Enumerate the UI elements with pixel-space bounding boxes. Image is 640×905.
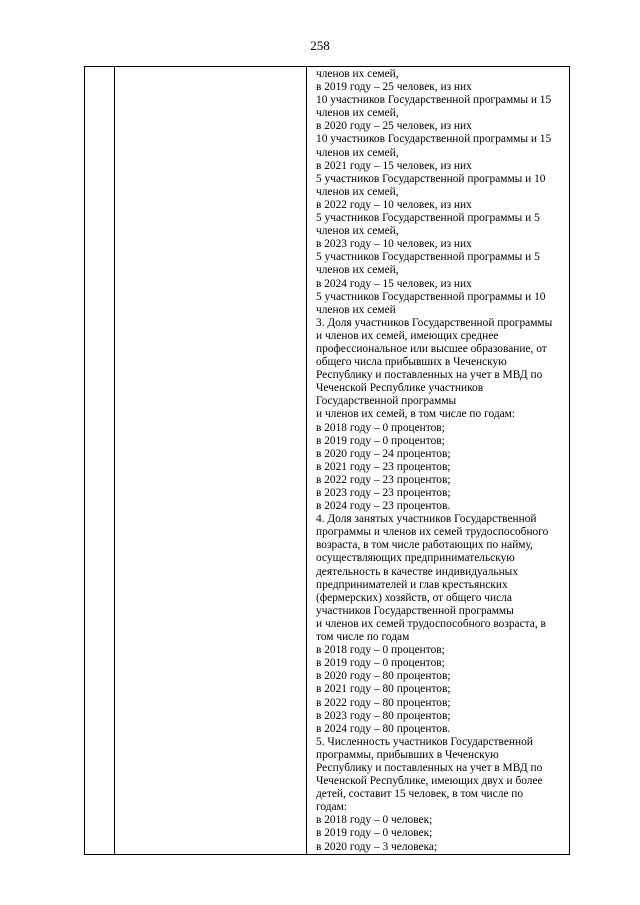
text-line: 5 участников Государственной программы и 5 [316, 212, 540, 225]
text-line: общего числа прибывших в Чеченскую [316, 356, 507, 369]
page-number: 258 [310, 38, 330, 53]
table-row [85, 67, 570, 855]
table-cell-name [115, 67, 307, 855]
text-line: членов их семей, [316, 225, 399, 238]
text-line: осуществляющих предпринимательскую [316, 552, 515, 565]
text-line: 5 участников Государственной программы и 10 [316, 172, 546, 185]
text-line: Государственной программы [316, 395, 457, 408]
text-line: в 2020 году – 25 человек, из них [316, 120, 472, 133]
text-line: в 2018 году – 0 процентов; [316, 421, 445, 434]
text-line: и членов их семей, в том числе по годам: [316, 408, 516, 421]
text-line: Чеченской Республике, имеющих двух и более [316, 775, 543, 788]
text-line: в 2022 году – 10 человек, из них [316, 198, 472, 211]
text-line: детей, составит 15 человек, в том числе по [316, 788, 524, 801]
text-line: членов их семей, [316, 107, 399, 120]
text-line: в 2021 году – 23 процентов; [316, 460, 451, 473]
text-line: в 2018 году – 0 процентов; [316, 644, 445, 657]
text-line: в 2020 году – 24 процентов; [316, 447, 451, 460]
text-line: в 2020 году – 80 процентов; [316, 670, 451, 683]
text-line: 10 участников Государственной программы и 15 [316, 133, 552, 146]
text-line: программы и членов их семей трудоспособного [316, 526, 549, 539]
text-line: 5 участников Государственной программы и 5 [316, 251, 540, 264]
text-line: в 2024 году – 80 процентов. [316, 722, 451, 735]
text-line: и членов их семей трудоспособного возраста, в [316, 617, 546, 630]
text-line: 5 участников Государственной программы и 10 [316, 290, 546, 303]
text-line: членов их семей, [316, 68, 399, 80]
table-cell-content [307, 67, 570, 855]
text-line: в 2019 году – 0 процентов; [316, 434, 445, 447]
text-line: возраста, в том числе работающих по найму, [316, 539, 533, 552]
text-line: членов их семей, [316, 264, 399, 277]
text-line: в 2020 году – 3 человека; [316, 840, 438, 853]
text-line: в 2023 году – 23 процентов; [316, 487, 451, 499]
text-line: Чеченской Республике участников [316, 382, 484, 395]
document-table [84, 66, 570, 855]
text-line: членов их семей [316, 303, 396, 316]
text-line: 10 участников Государственной программы и 15 [316, 94, 552, 107]
text-line: в 2023 году – 80 процентов; [316, 709, 451, 722]
text-line: 3. Доля участников Государственной программы [316, 316, 553, 329]
text-line: деятельность в качестве индивидуальных [316, 565, 519, 578]
text-line: в 2019 году – 25 человек, из них [316, 81, 472, 94]
text-line: в 2022 году – 23 процентов; [316, 473, 451, 486]
text-line: предпринимателей и глав крестьянских [316, 578, 508, 591]
text-line: участников Государственной программы [316, 604, 514, 617]
text-line: в 2023 году – 10 человек, из них [316, 238, 472, 251]
text-line: в 2021 году – 15 человек, из них [316, 159, 472, 172]
text-line: (фермерских) хозяйств, от общего числа [316, 591, 512, 604]
text-line: 5. Численность участников Государственной [316, 735, 533, 748]
text-line: в 2018 году – 0 человек; [316, 814, 433, 827]
text-line: членов их семей, [316, 185, 399, 198]
text-line: в 2024 году – 15 человек, из них [316, 277, 472, 290]
table-cell-number [85, 67, 115, 855]
text-line: в 2021 году – 80 процентов; [316, 683, 451, 696]
text-line: в 2019 году – 0 процентов; [316, 657, 445, 670]
text-line: и членов их семей, имеющих среднее [316, 329, 499, 342]
text-line: Республику и поставленных на учет в МВД по [316, 369, 543, 382]
text-line: в 2019 году – 0 человек; [316, 827, 433, 840]
text-line: 4. Доля занятых участников Государственной [316, 513, 537, 526]
text-line: в 2024 году – 23 процентов. [316, 500, 451, 513]
text-line: членов их семей, [316, 146, 399, 159]
text-line: в 2022 году – 80 процентов; [316, 696, 451, 709]
text-line: Республику и поставленных на учет в МВД по [316, 761, 543, 774]
text-line: том числе по годам [316, 631, 410, 644]
text-line: программы, прибывших в Чеченскую [316, 748, 499, 761]
text-line: профессиональное или высшее образование, от [316, 342, 547, 355]
text-line: годам: [316, 801, 347, 814]
